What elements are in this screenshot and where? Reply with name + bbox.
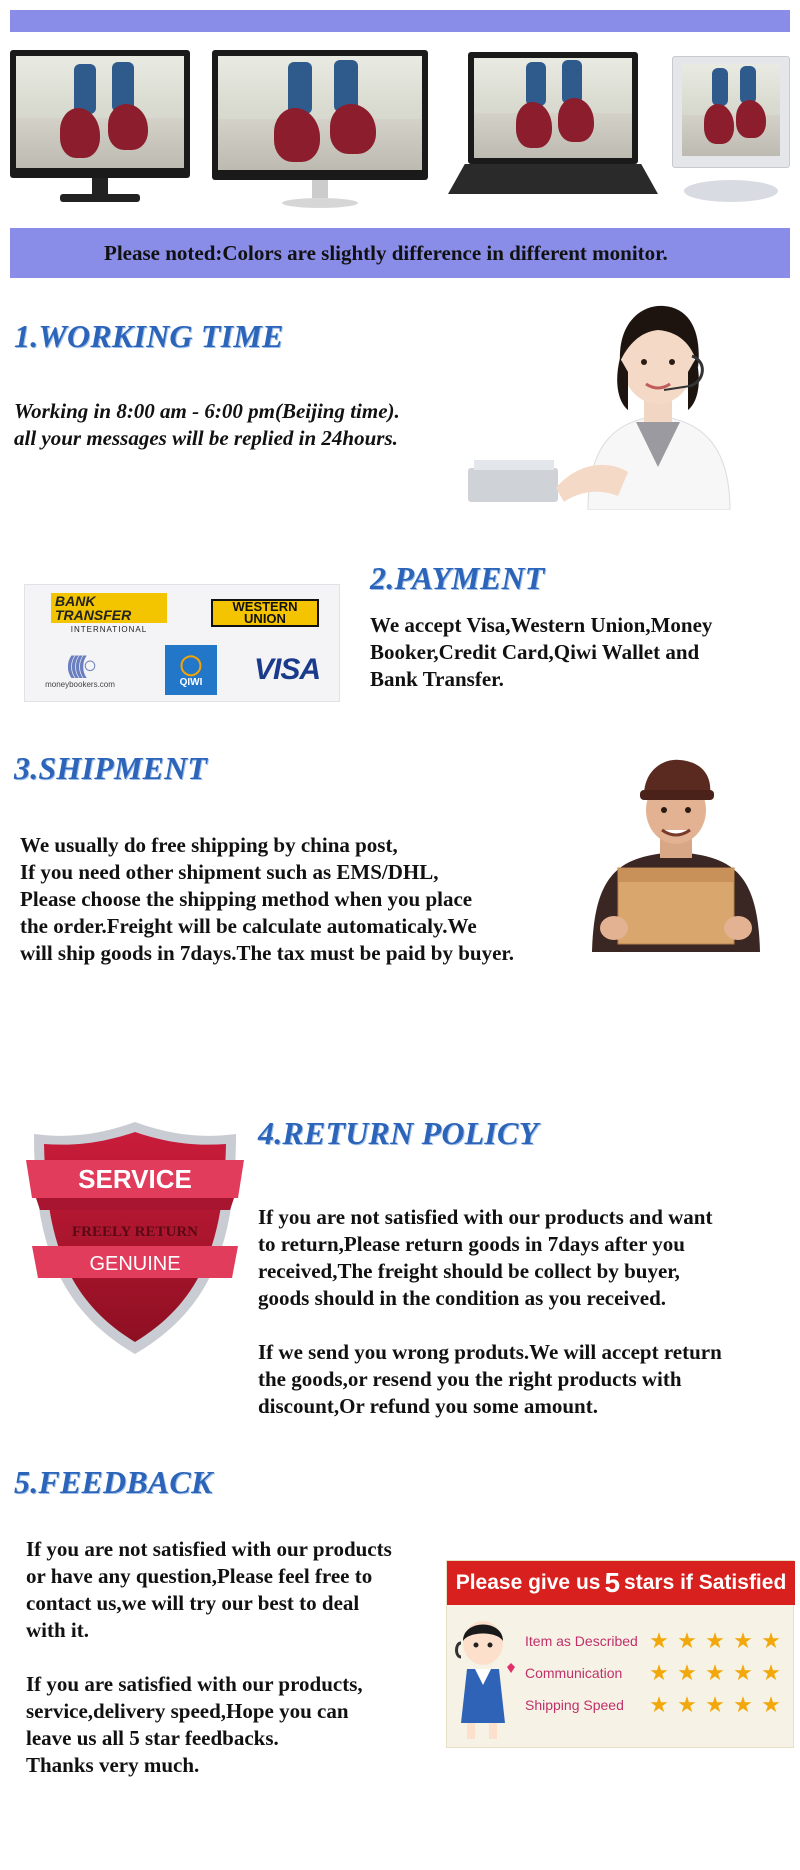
star-icon: ★ — [705, 1628, 725, 1653]
monitor-1 — [10, 50, 190, 210]
service-shield-badge — [26, 1118, 244, 1358]
star-icon: ★ — [677, 1628, 697, 1653]
feedback-para2-line-1: If you are satisfied with our products, — [26, 1672, 363, 1696]
payment-heading: 2.PAYMENT — [370, 560, 545, 596]
star-icon: ★ — [705, 1660, 725, 1685]
star-icon: ★ — [649, 1692, 669, 1717]
shipment-heading: 3.SHIPMENT — [14, 750, 208, 786]
star-icon: ★ — [649, 1628, 669, 1653]
star-icon: ★ — [677, 1660, 697, 1685]
moneybookers-logo: ((((○ moneybookers.com — [45, 651, 115, 689]
working-time-line-1: Working in 8:00 am - 6:00 pm(Beijing time). — [14, 399, 400, 423]
shipment-line-4: the order.Freight will be calculate automaticaly.We — [20, 914, 477, 938]
monitor-2 — [212, 50, 428, 215]
star-icon: ★ — [761, 1660, 781, 1685]
western-union-logo: WESTERN UNION — [211, 599, 319, 627]
return-para1-line-4: goods should in the condition as you received. — [258, 1286, 667, 1310]
payment-line-2: Booker,Credit Card,Qiwi Wallet and — [370, 640, 700, 664]
return-para1-line-2: to return,Please return goods in 7days after you — [258, 1232, 685, 1256]
shipment-line-3: Please choose the shipping method when you place — [20, 887, 473, 911]
return-policy-heading: 4.RETURN POLICY — [258, 1115, 539, 1151]
star-icon: ★ — [705, 1692, 725, 1717]
visa-logo: VISA — [253, 653, 321, 686]
rating-label: Communication — [525, 1665, 623, 1681]
shipment-line-5: will ship goods in 7days.The tax must be paid by buyer. — [20, 941, 515, 965]
payment-line-1: We accept Visa,Western Union,Money — [370, 613, 713, 637]
five-star-banner-before: Please give us — [455, 1571, 601, 1594]
working-time-line-2: all your messages will be replied in 24hours. — [14, 426, 398, 450]
monitor-color-note: Please noted:Colors are slightly difference in different monitor. — [104, 241, 668, 265]
laptop — [448, 52, 658, 202]
star-icon: ★ — [649, 1660, 669, 1685]
five-star-banner-after: stars if Satisfied — [624, 1571, 787, 1594]
star-icon: ★ — [677, 1692, 697, 1717]
five-star-request-panel — [446, 1560, 794, 1748]
rating-label: Item as Described — [525, 1633, 638, 1649]
top-color-bar — [10, 10, 790, 32]
support-agent-photo — [468, 292, 788, 510]
feedback-heading: 5.FEEDBACK — [14, 1464, 213, 1500]
working-time-heading: 1.WORKING TIME — [14, 318, 284, 354]
feedback-para1-line-3: contact us,we will try our best to deal — [26, 1591, 360, 1615]
return-para2-line-3: discount,Or refund you some amount. — [258, 1394, 598, 1418]
payment-line-3: Bank Transfer. — [370, 667, 504, 691]
rating-row-shipping-speed — [525, 1691, 787, 1719]
payment-logos — [24, 584, 340, 702]
return-para2-line-2: the goods,or resend you the right products with — [258, 1367, 682, 1391]
bank-transfer-logo: BANK TRANSFER INTERNATIONAL — [51, 601, 167, 629]
feedback-para1-line-1: If you are not satisfied with our products — [26, 1537, 392, 1561]
return-para1-line-3: received,The freight should be collect by buyer, — [258, 1259, 680, 1283]
feedback-para1-line-2: or have any question,Please feel free to — [26, 1564, 373, 1588]
feedback-para2-line-3: leave us all 5 star feedbacks. — [26, 1726, 279, 1750]
qiwi-logo: ◯ QIWI — [165, 645, 217, 695]
star-icon: ★ — [761, 1692, 781, 1717]
delivery-man-photo — [580, 752, 772, 952]
cartoon-agent-icon — [453, 1613, 519, 1743]
five-star-banner — [447, 1561, 795, 1605]
badge-genuine-text: GENUINE — [89, 1253, 181, 1275]
star-icon: ★ — [733, 1692, 753, 1717]
return-para2-line-1: If we send you wrong produts.We will accept return — [258, 1340, 722, 1364]
rating-row-communication — [525, 1659, 787, 1687]
star-icon: ★ — [761, 1628, 781, 1653]
feedback-para2-line-2: service,delivery speed,Hope you can — [26, 1699, 349, 1723]
badge-service-text: SERVICE — [78, 1164, 192, 1194]
star-icon: ★ — [733, 1628, 753, 1653]
feedback-para1-line-4: with it. — [26, 1618, 89, 1642]
return-para1-line-1: If you are not satisfied with our products and want — [258, 1205, 713, 1229]
five-star-banner-number: 5 — [604, 1567, 621, 1598]
rating-label: Shipping Speed — [525, 1697, 624, 1713]
shipment-line-1: We usually do free shipping by china post, — [20, 833, 398, 857]
badge-freely-return-text: FREELY RETURN — [72, 1224, 198, 1240]
feedback-para2-line-4: Thanks very much. — [26, 1753, 200, 1777]
shipment-line-2: If you need other shipment such as EMS/DHL, — [20, 860, 439, 884]
monitor-crt — [672, 56, 792, 211]
rating-row-item-as-described — [525, 1627, 787, 1655]
star-icon: ★ — [733, 1660, 753, 1685]
